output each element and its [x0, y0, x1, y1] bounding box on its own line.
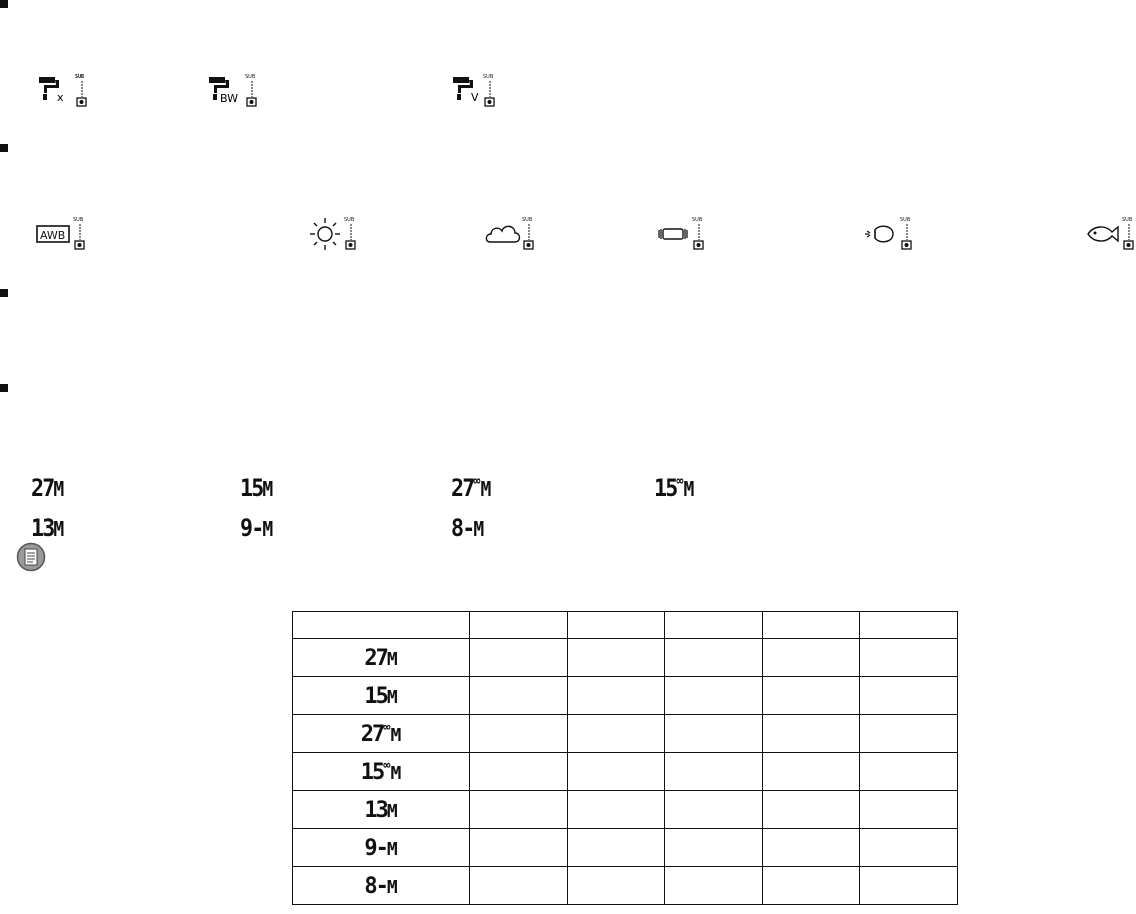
table-cell [665, 639, 763, 677]
cloudy-icon [485, 216, 537, 252]
svg-text:SUB: SUB [73, 217, 84, 223]
svg-text:SUB: SUB [344, 217, 355, 223]
table-row [293, 677, 958, 715]
table-cell [860, 677, 958, 715]
table-cell [763, 829, 860, 867]
svg-text:SUB: SUB [483, 74, 494, 80]
svg-text:SUB: SUB [900, 217, 911, 223]
table-cell [763, 791, 860, 829]
table-header-cell [665, 612, 763, 639]
resolution-15m-wide: 15∞M [654, 474, 695, 502]
table-cell [470, 677, 568, 715]
table-cell [470, 715, 568, 753]
section-bullet-1 [0, 0, 8, 8]
table-cell [860, 715, 958, 753]
table-cell [470, 867, 568, 905]
table-row [293, 715, 958, 753]
mode-indicator-label: SUB [75, 74, 85, 80]
resolution-15m: 15M [240, 474, 274, 502]
table-header-cell [470, 612, 568, 639]
table-cell [568, 867, 665, 905]
table-cell [470, 639, 568, 677]
table-cell [568, 791, 665, 829]
table-resolution-cell: 13M [293, 791, 470, 829]
table-cell [665, 753, 763, 791]
table-cell [665, 715, 763, 753]
table-resolution-cell: 15∞M [293, 753, 470, 791]
table-resolution-cell: 27∞M [293, 715, 470, 753]
table-header-cell [763, 612, 860, 639]
table-cell [860, 867, 958, 905]
svg-text:SUB: SUB [1122, 217, 1133, 223]
table-cell [763, 753, 860, 791]
table-header-cell [860, 612, 958, 639]
table-resolution-cell: 27M [293, 639, 470, 677]
section-bullet-2 [0, 144, 8, 152]
resolution-27m: 27M [31, 474, 65, 502]
svg-text:SUB: SUB [692, 217, 703, 223]
table-resolution-cell: 8-M [293, 867, 470, 905]
table-cell [860, 829, 958, 867]
table-row [293, 753, 958, 791]
svg-text:SUB: SUB [245, 74, 256, 80]
table-cell [763, 639, 860, 677]
table-cell [470, 829, 568, 867]
color-effect-bw-icon [207, 73, 259, 109]
incandescent-icon [863, 216, 915, 252]
table-cell [568, 829, 665, 867]
awb-icon [36, 216, 86, 252]
section-bullet-4 [0, 384, 8, 392]
table-cell [665, 829, 763, 867]
table-header-cell [293, 612, 470, 639]
section-bullet-3 [0, 289, 8, 297]
table-cell [568, 715, 665, 753]
awb-label: AWB [40, 229, 66, 242]
table-cell [470, 791, 568, 829]
daylight-icon [310, 216, 362, 252]
resolution-13m: 13M [31, 514, 65, 542]
resolution-8m: 8-M [451, 514, 485, 542]
table-cell [860, 639, 958, 677]
svg-text:SUB: SUB [522, 217, 533, 223]
table-cell [763, 867, 860, 905]
color-effect-off-label: x [57, 91, 64, 104]
resolution-9m: 9-M [240, 514, 274, 542]
table-row [293, 639, 958, 677]
table-header-cell [568, 612, 665, 639]
color-effect-bw-label: BW [220, 92, 239, 105]
resolution-table [292, 611, 958, 905]
underwater-icon [1086, 216, 1136, 252]
table-cell [860, 791, 958, 829]
table-cell [860, 753, 958, 791]
color-effect-off-icon [37, 73, 89, 109]
table-cell [568, 677, 665, 715]
table-cell [665, 677, 763, 715]
table-row [293, 829, 958, 867]
table-cell [665, 867, 763, 905]
color-effect-vivid-label: V [471, 91, 479, 104]
resolution-27m-wide: 27∞M [451, 474, 492, 502]
table-cell [568, 639, 665, 677]
color-effect-vivid-icon [451, 73, 503, 109]
note-icon [16, 542, 46, 572]
table-cell [763, 677, 860, 715]
table-row [293, 867, 958, 905]
table-resolution-cell: 15M [293, 677, 470, 715]
table-cell [568, 753, 665, 791]
fluorescent-icon [655, 216, 707, 252]
table-header-row [293, 612, 958, 639]
table-row [293, 791, 958, 829]
table-cell [470, 753, 568, 791]
table-resolution-cell: 9-M [293, 829, 470, 867]
table-cell [763, 715, 860, 753]
table-cell [665, 791, 763, 829]
